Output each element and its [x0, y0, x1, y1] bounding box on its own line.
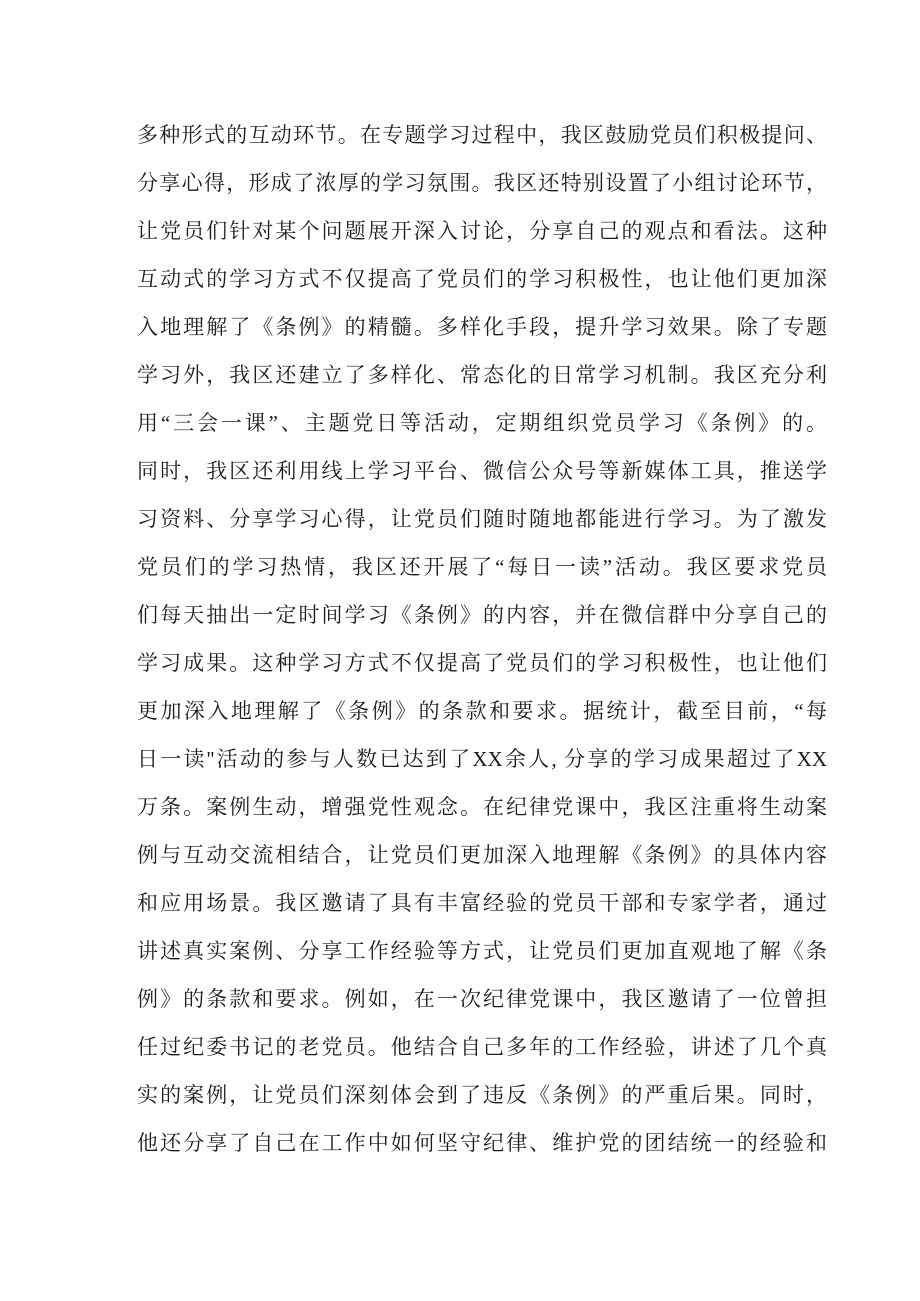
text-line: 讲述真实案例、分享工作经验等方式，让党员们更加直观地了解《条	[137, 939, 827, 963]
text-line: 用“三会一课”、主题党日等活动，定期组织党员学习《条例》的。	[137, 411, 827, 435]
text-line: 万条。案例生动，增强党性观念。在纪律党课中，我区注重将生动案	[137, 795, 827, 819]
text-line: 任过纪委书记的老党员。他结合自己多年的工作经验，讲述了几个真	[137, 1035, 827, 1059]
text-line: 学习成果。这种学习方式不仅提高了党员们的学习积极性，也让他们	[137, 651, 827, 675]
text-line: 习资料、分享学习心得，让党员们随时随地都能进行学习。为了激发	[137, 507, 827, 531]
text-line: 实的案例，让党员们深刻体会到了违反《条例》的严重后果。同时，	[137, 1083, 827, 1107]
text-line: 让党员们针对某个问题展开深入讨论，分享自己的观点和看法。这种	[137, 219, 827, 243]
text-line: 日一读''活动的参与人数已达到了XX余人, 分享的学习成果超过了XX	[137, 747, 827, 771]
text-line: 他还分享了自己在工作中如何坚守纪律、维护党的团结统一的经验和	[137, 1131, 827, 1155]
text-line: 多种形式的互动环节。在专题学习过程中，我区鼓励党员们积极提问、	[137, 123, 827, 147]
text-line: 互动式的学习方式不仅提高了党员们的学习积极性，也让他们更加深	[137, 267, 827, 291]
text-line: 例与互动交流相结合，让党员们更加深入地理解《条例》的具体内容	[137, 843, 827, 867]
text-line: 入地理解了《条例》的精髓。多样化手段，提升学习效果。除了专题	[137, 315, 827, 339]
paragraph-text	[137, 111, 827, 1167]
text-line: 学习外，我区还建立了多样化、常态化的日常学习机制。我区充分利	[137, 363, 827, 387]
text-line: 分享心得，形成了浓厚的学习氛围。我区还特别设置了小组讨论环节，	[137, 171, 827, 195]
text-line: 同时，我区还利用线上学习平台、微信公众号等新媒体工具，推送学	[137, 459, 827, 483]
text-line: 们每天抽出一定时间学习《条例》的内容，并在微信群中分享自己的	[137, 603, 827, 627]
text-line: 和应用场景。我区邀请了具有丰富经验的党员干部和专家学者，通过	[137, 891, 827, 915]
text-line: 党员们的学习热情，我区还开展了“每日一读”活动。我区要求党员	[137, 555, 827, 579]
text-line: 更加深入地理解了《条例》的条款和要求。据统计，截至目前，“每	[137, 699, 827, 723]
text-line: 例》的条款和要求。例如，在一次纪律党课中，我区邀请了一位曾担	[137, 987, 827, 1011]
